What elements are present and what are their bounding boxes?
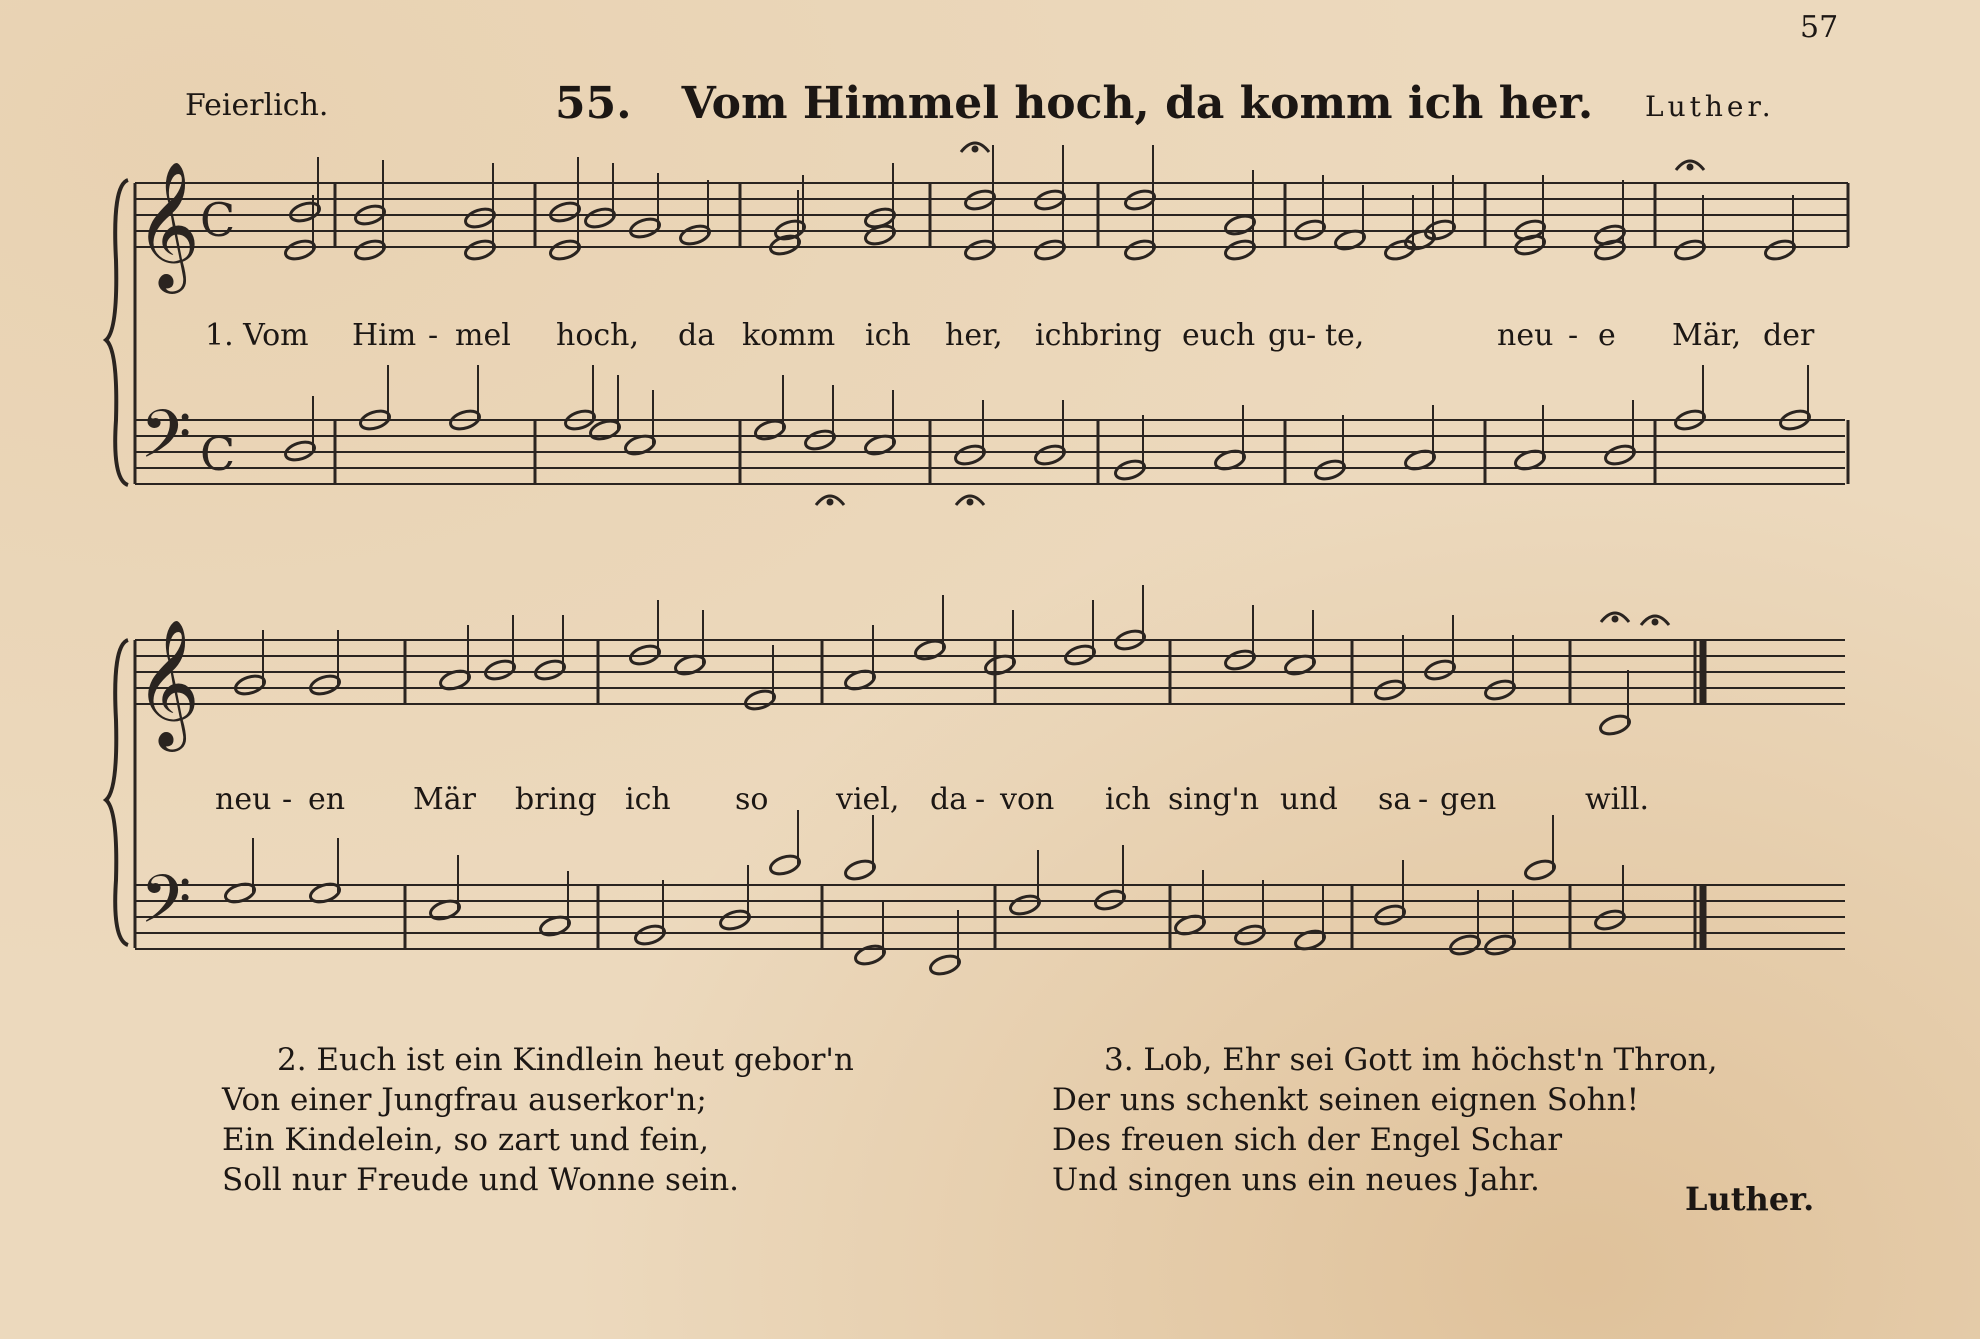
- stanza-line: 2. Euch ist ein Kindlein heut gebor'n: [277, 1042, 854, 1078]
- author-credit: Luther.: [1645, 90, 1775, 123]
- fermata-dot: [1687, 164, 1693, 170]
- lyric-hyphen: -: [1306, 318, 1317, 353]
- note-head: [1448, 933, 1481, 957]
- lyric-syllable: will.: [1585, 782, 1649, 817]
- lyric-syllable: neu: [1497, 318, 1554, 353]
- note-head: [463, 206, 496, 230]
- note-head: [1673, 238, 1706, 262]
- note-head: [678, 223, 711, 247]
- lyrics-line-2: [0, 782, 1980, 822]
- bass-clef-icon: 𝄢: [140, 396, 192, 489]
- note-head: [928, 953, 961, 977]
- lyric-syllable: sa: [1378, 782, 1412, 817]
- note-head: [353, 238, 386, 262]
- note-head: [718, 908, 751, 932]
- lyric-syllable: euch: [1182, 318, 1256, 353]
- note-head: [1008, 893, 1041, 917]
- fermata-dot: [1652, 619, 1658, 625]
- note-head: [583, 206, 616, 230]
- author-signature: Luther.: [1685, 1180, 1815, 1218]
- fermata-dot: [972, 146, 978, 152]
- lyric-syllable: da: [930, 782, 968, 817]
- lyric-syllable: viel,: [836, 782, 900, 817]
- lyric-syllable: e: [1598, 318, 1616, 353]
- lyric-syllable: en: [308, 782, 346, 817]
- lyric-syllable: gen: [1440, 782, 1497, 817]
- lyric-syllable: her,: [945, 318, 1003, 353]
- note-head: [963, 238, 996, 262]
- lyric-syllable: ich: [1105, 782, 1151, 817]
- note-head: [533, 658, 566, 682]
- note-head: [1483, 678, 1516, 702]
- lyric-hyphen: -: [1568, 318, 1579, 353]
- note-head: [283, 238, 316, 262]
- lyric-syllable: Mär,: [1672, 318, 1742, 353]
- note-head: [843, 858, 876, 882]
- stanza-line: 3. Lob, Ehr sei Gott im höchst'n Thron,: [1104, 1042, 1718, 1078]
- note-head: [853, 943, 886, 967]
- note-head: [1233, 923, 1266, 947]
- fermata-dot: [827, 499, 833, 505]
- lyric-syllable: hoch,: [556, 318, 640, 353]
- fermata-dot: [1612, 616, 1618, 622]
- stanza-2: [222, 1040, 854, 1200]
- lyric-syllable: mel: [455, 318, 511, 353]
- note-head: [628, 216, 661, 240]
- stanza-line: Des freuen sich der Engel Schar: [1052, 1122, 1563, 1158]
- lyric-syllable: te,: [1325, 318, 1365, 353]
- hymn-title: Vom Himmel hoch, da komm ich her.: [681, 78, 1594, 129]
- fermata-dot: [967, 499, 973, 505]
- note-head: [288, 200, 321, 224]
- note-head: [803, 428, 836, 452]
- note-head: [1373, 678, 1406, 702]
- note-head: [1423, 658, 1456, 682]
- note-head: [743, 688, 776, 712]
- lyric-syllable: gu: [1268, 318, 1307, 353]
- hymn-number: 55.: [555, 78, 632, 129]
- bass-clef-icon: 𝄢: [140, 861, 192, 954]
- note-head: [1223, 238, 1256, 262]
- page-number: 57: [1800, 10, 1839, 45]
- stanza-line: Soll nur Freude und Wonne sein.: [222, 1162, 740, 1198]
- note-head: [1763, 238, 1796, 262]
- lyric-syllable: ich: [865, 318, 911, 353]
- lyric-syllable: neu: [215, 782, 272, 817]
- lyric-syllable: bring: [1080, 318, 1162, 353]
- lyric-syllable: so: [735, 782, 769, 817]
- lyric-syllable: Him: [352, 318, 417, 353]
- note-head: [1313, 458, 1346, 482]
- note-head: [1523, 858, 1556, 882]
- lyric-syllable: bring: [515, 782, 597, 817]
- lyric-syllable: und: [1280, 782, 1338, 817]
- note-head: [1603, 443, 1636, 467]
- stanza-line: Der uns schenkt seinen eignen Sohn!: [1052, 1082, 1640, 1118]
- treble-clef-icon: 𝄞: [135, 618, 201, 746]
- note-head: [753, 418, 786, 442]
- treble-clef-icon: 𝄞: [135, 160, 201, 288]
- note-head: [1113, 458, 1146, 482]
- note-head: [1033, 443, 1066, 467]
- time-signature: C: [200, 193, 236, 247]
- note-head: [483, 658, 516, 682]
- lyric-syllable: komm: [742, 318, 836, 353]
- lyric-syllable: sing'n: [1168, 782, 1260, 817]
- lyric-syllable: von: [1000, 782, 1055, 817]
- lyric-hyphen: -: [282, 782, 293, 817]
- stanza-3: [1052, 1040, 1718, 1200]
- note-head: [233, 673, 266, 697]
- stanza-line: Und singen uns ein neues Jahr.: [1052, 1162, 1540, 1198]
- note-head: [1223, 213, 1256, 237]
- note-head: [463, 238, 496, 262]
- tempo-marking: Feierlich.: [185, 88, 329, 123]
- stanza-line: Ein Kindelein, so zart und fein,: [222, 1122, 709, 1158]
- lyric-syllable: ich: [625, 782, 671, 817]
- lyric-syllable: da: [678, 318, 716, 353]
- note-head: [1593, 908, 1626, 932]
- note-head: [768, 853, 801, 877]
- note-head: [1373, 903, 1406, 927]
- note-head: [308, 673, 341, 697]
- lyric-syllable: der: [1763, 318, 1815, 353]
- lyrics-line-1: [0, 318, 1980, 358]
- lyric-syllable: Mär: [413, 782, 476, 817]
- note-head: [548, 238, 581, 262]
- lyric-syllable: 1. Vom: [205, 318, 309, 353]
- note-head: [1123, 238, 1156, 262]
- lyric-hyphen: -: [975, 782, 986, 817]
- note-head: [953, 443, 986, 467]
- note-head: [913, 638, 946, 662]
- lyric-hyphen: -: [1418, 782, 1429, 817]
- note-head: [1483, 933, 1516, 957]
- note-head: [633, 923, 666, 947]
- note-head: [1033, 238, 1066, 262]
- stanza-line: Von einer Jungfrau auserkor'n;: [222, 1082, 707, 1118]
- note-head: [1598, 713, 1631, 737]
- note-head: [548, 200, 581, 224]
- lyric-syllable: ich: [1035, 318, 1081, 353]
- time-signature: C: [200, 427, 236, 481]
- note-head: [1223, 648, 1256, 672]
- lyric-hyphen: -: [428, 318, 439, 353]
